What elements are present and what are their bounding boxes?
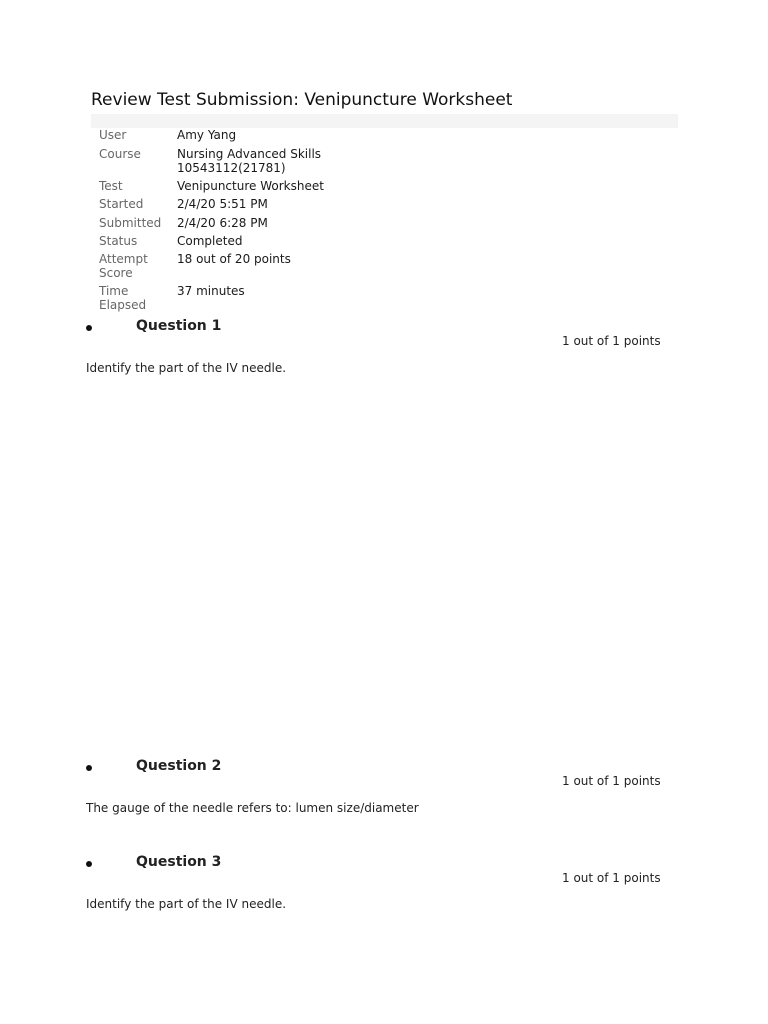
info-row-course xyxy=(99,147,327,179)
info-label: Submitted xyxy=(99,216,162,230)
info-label: Attempt Score xyxy=(99,252,148,280)
bullet-icon xyxy=(86,325,92,331)
info-value: 2/4/20 6:28 PM xyxy=(177,216,268,230)
question-text: Identify the part of the IV needle. xyxy=(86,361,287,375)
question-points: 1 out of 1 points xyxy=(562,774,661,788)
info-header-bar xyxy=(91,114,678,128)
info-row-status xyxy=(99,234,327,252)
info-value: 18 out of 20 points xyxy=(177,252,291,266)
info-label: Status xyxy=(99,234,138,248)
info-row-time-elapsed xyxy=(99,284,327,312)
question-points: 1 out of 1 points xyxy=(562,871,661,885)
question-title: Question 1 xyxy=(136,318,222,334)
info-label: Started xyxy=(99,197,144,211)
info-label: Time Elapsed xyxy=(99,284,147,312)
question-2 xyxy=(0,756,768,816)
question-3 xyxy=(0,852,768,912)
info-value: Nursing Advanced Skills 10543112(21781) xyxy=(177,147,322,175)
info-label: Test xyxy=(99,179,123,193)
question-text: The gauge of the needle refers to: lumen size/diameter xyxy=(86,801,419,815)
page-title: Review Test Submission: Venipuncture Worksheet xyxy=(91,90,513,110)
info-value: 37 minutes xyxy=(177,284,245,298)
info-label: User xyxy=(99,128,127,142)
info-value: Amy Yang xyxy=(177,128,237,142)
info-value: 2/4/20 5:51 PM xyxy=(177,197,268,211)
info-value: Completed xyxy=(177,234,243,248)
info-row-attempt-score xyxy=(99,252,327,284)
question-points: 1 out of 1 points xyxy=(562,334,661,348)
info-value: Venipuncture Worksheet xyxy=(177,179,324,193)
question-1 xyxy=(0,316,768,376)
info-row-user xyxy=(99,128,327,147)
info-row-submitted xyxy=(99,216,327,234)
submission-info-table xyxy=(99,128,327,312)
question-title: Question 3 xyxy=(136,854,222,870)
info-label: Course xyxy=(99,147,141,161)
info-row-test xyxy=(99,179,327,197)
question-title: Question 2 xyxy=(136,758,222,774)
bullet-icon xyxy=(86,861,92,867)
info-row-started xyxy=(99,197,327,216)
question-text: Identify the part of the IV needle. xyxy=(86,897,287,911)
bullet-icon xyxy=(86,765,92,771)
